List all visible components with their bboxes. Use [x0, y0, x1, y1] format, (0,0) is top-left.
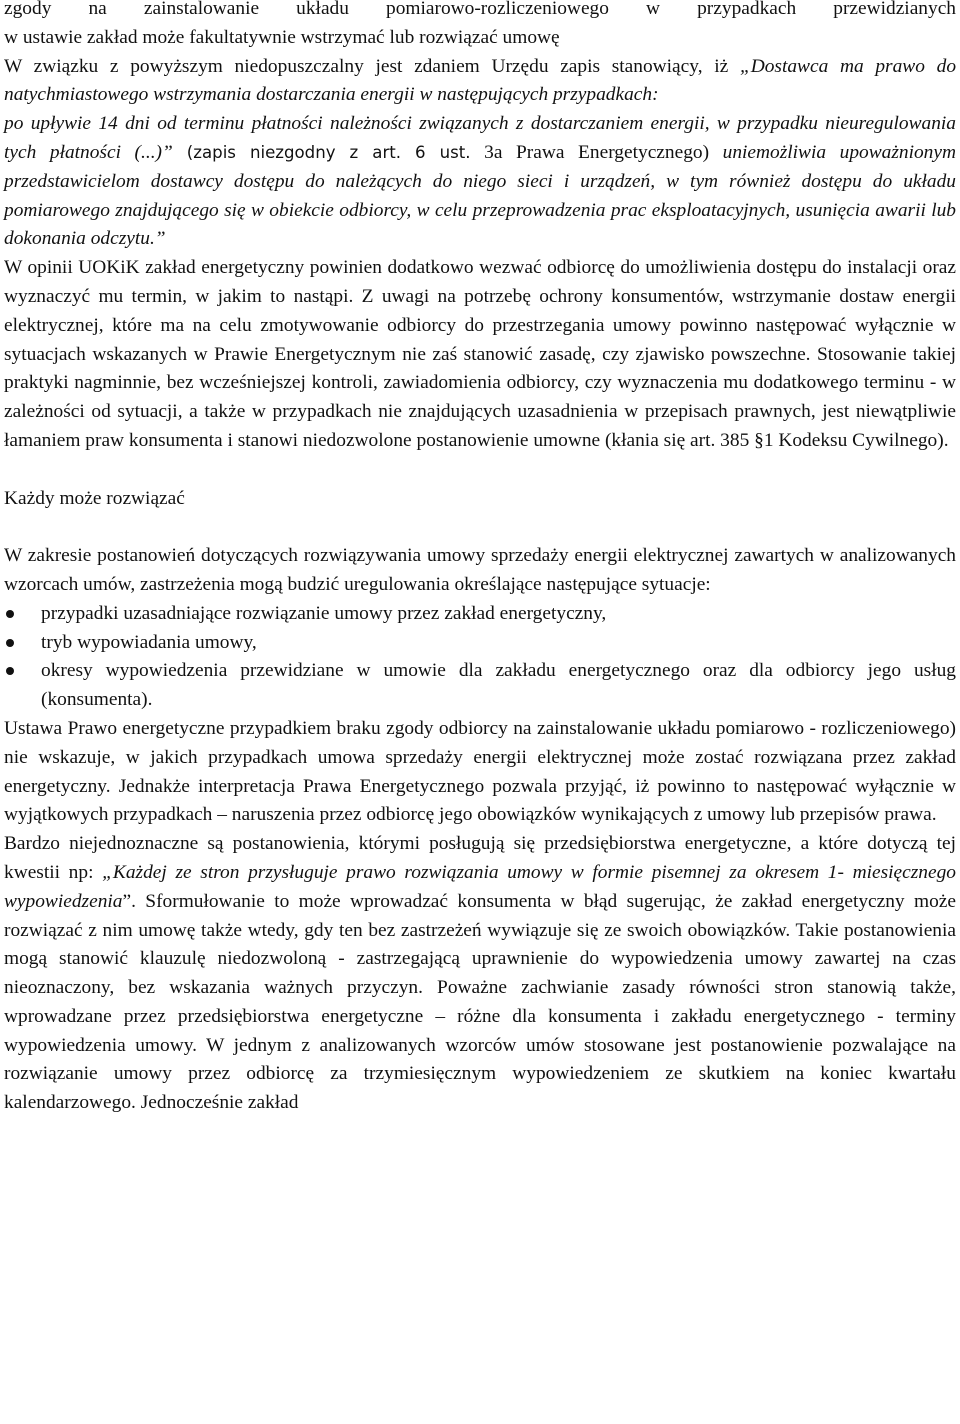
clause-reference: (zapis niezgodny z art. 6 ust.: [172, 142, 471, 162]
paragraph-3-text: W opinii UOKiK zakład energetyczny powinien dodatkowo wezwać odbiorcę do umożliwienia dostępu do instalacji oraz wyznaczyć mu termin, w jakim to nastąpi. Z uwagi na potrzebę ochrony konsumentów, wstrzymanie dostaw energii elektrycznej, które ma na celu zmotywowanie odbiorcy do przestrzegania umowy powinno następować wyłącznie w sytuacjach wskazanych w Prawie Energetycznym nie zaś stanowić zasadę, czy zjawisko powszechne. Stosowanie takiej praktyki nagminnie, bez wcześniejszej kontroli, zawiadomienia odbiorcy, czy wyznaczenia mu dodatkowego terminu - w zależności od sytuacji, a także w przypadkach nie znajdujących uzasadnienia w przepisach prawnych, jest niewątpliwie łamaniem praw konsumenta i stanowi niedozwolone postanowienie umowne (kłania się art. 385 §1 Kodeksu Cywilnego).: [4, 257, 956, 451]
list-item: [4, 657, 956, 715]
paragraph-1-line-2: w ustawie zakład może fakultatywnie wstrzymać lub rozwiązać umowę: [4, 26, 560, 48]
paragraph-3: [4, 254, 956, 456]
paragraph-4: [4, 542, 956, 600]
bullet-icon: [6, 639, 14, 647]
paragraph-6-rest: ”. Sformułowanie to może wprowadzać konsumenta w błąd sugerując, że zakład energetyczny może rozwiązać z nim umowę także wtedy, gdy ten bez zastrzeżeń wywiązuje się ze swoich obowiązków. Takie postanowienia mogą stanowić klauzulę niedozwoloną - zastrzegającą uprawnienie do wypowiedzenia umowy zawartej na czas nieoznaczony, bez wskazania ważnych przyczyn. Poważne zachwianie zasady równości stron stanowią także, wprowadzane przez przedsiębiorstwa energetyczne – różne dla konsumenta i zakładu energetycznego - terminy wypowiedzenia umowy. W jednym z analizowanych wzorców umów stosowane jest postanowienie pozwalające na rozwiązanie umowy przez odbiorcę za trzymiesięcznym wypowiedzeniem ze skutkiem na koniec kwartału kalendarzowego. Jednocześnie zakład: [4, 890, 956, 1114]
bullet-list: [4, 600, 956, 715]
paragraph-1-end: [4, 24, 956, 53]
quoted-clause-4: „Każdej ze stron przysługuje prawo rozwiązania umowy w formie pisemnej za okresem 1- miesięcznego wypowiedzenia: [4, 861, 956, 912]
paragraph-2: [4, 53, 956, 111]
section-heading: [4, 485, 956, 514]
list-item: [4, 600, 956, 629]
list-item-text: okresy wypowiedzenia przewidziane w umowie dla zakładu energetycznego oraz dla odbiorcy jego usług (konsumenta).: [41, 660, 956, 711]
clause-reference-cont: 3a Prawa Energetycznego): [470, 141, 723, 163]
bullet-icon: [6, 610, 14, 618]
paragraph-6: [4, 830, 956, 1118]
quoted-clause-3: uniemożliwia upoważnionym przedstawicielom dostawcy dostępu do należących do niego sieci i urządzeń, w tym również dostępu do układu pomiarowego znajdującego się w obiekcie odbiorcy, w celu przeprowadzenia prac eksploatacyjnych, usunięcia awarii lub dokonania odczytu.”: [4, 141, 956, 250]
paragraph-2-cont: [4, 110, 956, 254]
document-page: [4, 0, 956, 1118]
section-heading-text: Każdy może rozwiązać: [4, 487, 185, 509]
paragraph-1: [4, 0, 956, 24]
paragraph-4-text: W zakresie postanowień dotyczących rozwiązywania umowy sprzedaży energii elektrycznej zawartych w analizowanych wzorcach umów, zastrzeżenia mogą budzić uregulowania określające następujące sytuacje:: [4, 545, 956, 595]
list-item-text: tryb wypowiadania umowy,: [41, 631, 257, 653]
paragraph-2-intro: W związku z powyższym niedopuszczalny jest zdaniem Urzędu zapis stanowiący, iż: [4, 55, 740, 77]
paragraph-5: [4, 715, 956, 830]
spacer: [4, 456, 956, 485]
quoted-clause-1: „Dostawca ma prawo do natychmiastowego wstrzymania dostarczania energii w następujących przypadkach:: [4, 55, 957, 106]
spacer: [4, 513, 956, 542]
list-item-text: przypadki uzasadniające rozwiązanie umowy przez zakład energetyczny,: [41, 602, 607, 624]
list-item: [4, 629, 956, 658]
paragraph-6-intro: Bardzo niejednoznaczne są postanowienia, którymi posługują się przedsiębiorstwa energetyczne, a które dotyczą tej kwestii np:: [4, 833, 956, 883]
paragraph-1-line-1: zgody na zainstalowanie układu pomiarowo-rozliczeniowego w przypadkach przewidzianych: [4, 0, 956, 19]
quoted-clause-2: po upływie 14 dni od terminu płatności należności związanych z dostarczaniem energii, w przypadku nieuregulowania tych płatności (...)”: [4, 113, 956, 163]
bullet-icon: [6, 667, 14, 675]
paragraph-5-text: Ustawa Prawo energetyczne przypadkiem braku zgody odbiorcy na zainstalowanie układu pomiarowo - rozliczeniowego) nie wskazuje, w jakich przypadkach umowa sprzedaży energii elektrycznej może zostać rozwiązana przez zakład energetyczny. Jednakże interpretacja Prawa Energetycznego pozwala przyjąć, iż powinno to następować wyłącznie w wyjątkowych przypadkach – naruszenia przez odbiorcę jego obowiązków wynikających z umowy lub przepisów prawa.: [4, 717, 956, 826]
